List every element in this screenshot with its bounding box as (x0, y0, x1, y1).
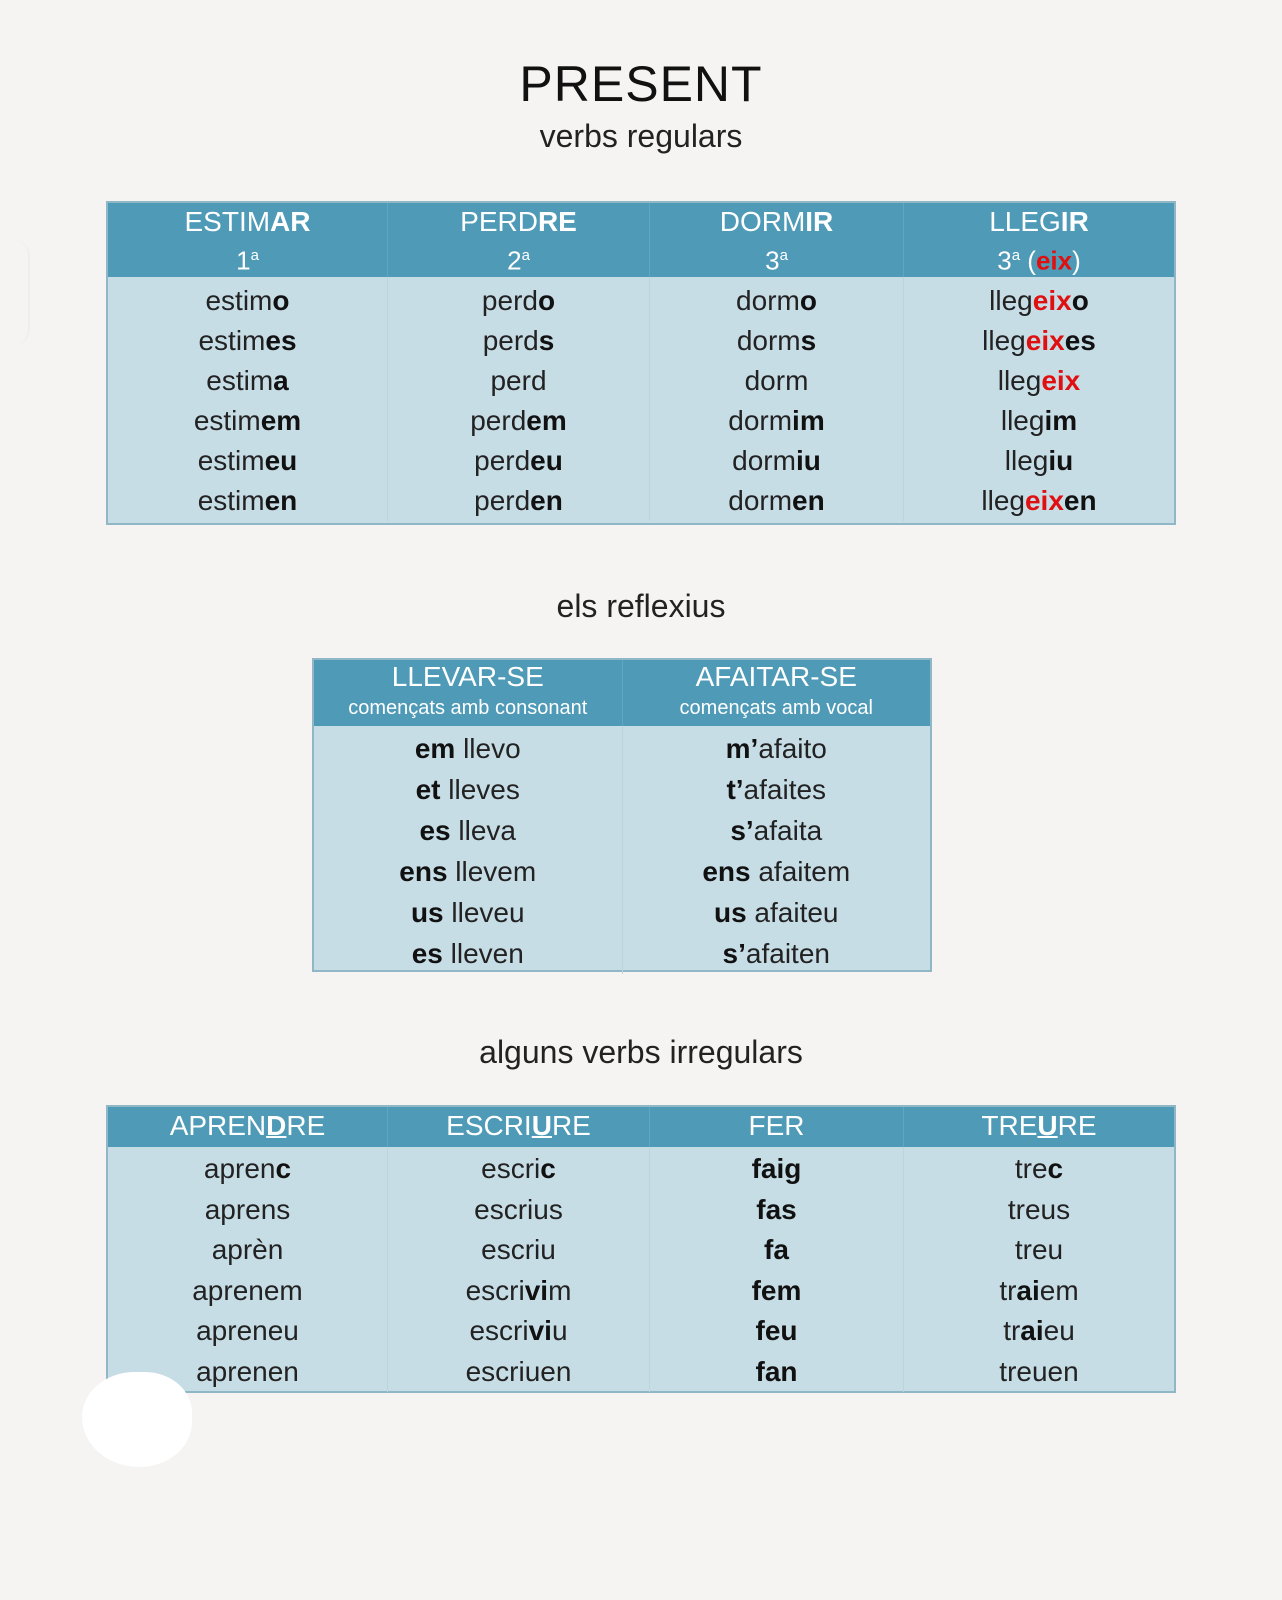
verb-column (388, 1147, 650, 1392)
conjugated-form (108, 1271, 387, 1312)
form-stem: perd (474, 485, 531, 516)
conjugated-form (904, 1230, 1174, 1271)
conjugated-form (623, 851, 931, 892)
form-irregular: vi (528, 1315, 552, 1346)
page-title: PRESENT (519, 56, 763, 112)
form-stem: dorm (744, 365, 809, 396)
conjugation-digit: 2 (507, 245, 522, 276)
form-stem: estim (197, 485, 265, 516)
conjugated-form (108, 321, 387, 361)
form-stem: dorm (728, 485, 793, 516)
infinitive-part: ESCRI (446, 1110, 532, 1141)
form-stem: lleg (997, 365, 1042, 396)
form-stem: estim (193, 405, 261, 436)
form-ending: iu (1048, 445, 1074, 476)
conjugation-number (108, 239, 387, 278)
verb-form: lleva (450, 815, 517, 846)
column-header (388, 203, 650, 277)
form-part: escriuen (465, 1355, 572, 1387)
verb-form: afaito (758, 733, 827, 764)
form-part: escri (465, 1274, 525, 1306)
conjugated-form (314, 728, 622, 769)
conjugated-form (650, 1352, 903, 1393)
verb-column (388, 277, 650, 521)
form-part: m (548, 1274, 572, 1306)
conjugated-form (108, 1311, 387, 1352)
reflexive-pronoun: es (419, 815, 451, 846)
verb-column (650, 1147, 904, 1392)
conjugated-form (650, 441, 903, 481)
verb-form: lleven (442, 938, 524, 969)
conjugated-form (623, 892, 931, 933)
conjugated-form (388, 481, 649, 521)
ordinal-marker: a (779, 247, 788, 264)
form-stem: estim (198, 325, 266, 356)
form-part: u (551, 1315, 568, 1346)
conjugated-form (388, 361, 649, 401)
conjugated-form (108, 1230, 387, 1271)
verb-note: començats amb vocal (679, 697, 873, 719)
column-header (108, 1107, 388, 1147)
verb-form: llevem (447, 856, 537, 887)
conjugated-form (108, 401, 387, 441)
form-stem: estim (205, 285, 273, 316)
form-part: escri (481, 1153, 541, 1184)
form-part: treu (1014, 1234, 1064, 1265)
verb-ending: AR (270, 206, 311, 237)
reflexive-pronoun: es (411, 938, 443, 969)
section-title-irregulars: alguns verbs irregulars (479, 1034, 803, 1070)
conjugated-form (904, 361, 1174, 401)
reflexive-pronoun: m’ (725, 733, 759, 764)
column-header (904, 1107, 1174, 1147)
irregular-verbs-table (106, 1105, 1176, 1393)
table-body (108, 1147, 1174, 1392)
conjugated-form (623, 933, 931, 974)
paren-close: ) (1072, 245, 1081, 276)
form-infix: eix (1025, 325, 1065, 356)
column-header (388, 1107, 650, 1147)
conjugated-form (650, 1311, 903, 1352)
form-stem: perd (474, 445, 531, 476)
irregular-letter: U (531, 1110, 552, 1141)
conjugated-form (650, 361, 903, 401)
verb-form: afaita (753, 815, 823, 846)
verb-infinitive (108, 1107, 387, 1145)
conjugated-form (314, 810, 622, 851)
verb-column (108, 1147, 388, 1392)
conjugated-form (623, 810, 931, 851)
infinitive-part: FER (748, 1110, 805, 1141)
conjugated-form (904, 481, 1174, 521)
form-stem: estim (206, 365, 274, 396)
conjugated-form (108, 1149, 387, 1190)
verb-infinitive (904, 205, 1174, 239)
column-header (314, 660, 623, 726)
conjugated-form (314, 892, 622, 933)
infinitive-part: RE (286, 1110, 326, 1141)
form-ending: en (1063, 485, 1097, 516)
form-stem: estim (197, 445, 265, 476)
form-part: aprèn (211, 1234, 284, 1265)
table-body (108, 277, 1174, 521)
section-title-regulars: verbs regulars (539, 118, 743, 154)
conjugated-form (904, 441, 1174, 481)
verb-stem: PERD (460, 206, 538, 237)
form-ending: em (260, 405, 302, 436)
verb-infinitive (388, 205, 649, 239)
verb-column (904, 1147, 1174, 1392)
form-part: treuen (999, 1355, 1079, 1387)
conjugated-form (388, 281, 649, 321)
verb-infinitive (108, 205, 387, 239)
table-body (314, 726, 930, 974)
form-stem: dorm (736, 285, 800, 316)
verb-form: lleveu (443, 897, 525, 928)
form-infix: eix (1032, 285, 1072, 316)
reflexive-pronoun: t’ (726, 774, 744, 805)
reflexive-pronoun: et (415, 774, 441, 805)
form-irregular: fan (755, 1355, 798, 1387)
ordinal-marker: a (1011, 247, 1021, 264)
form-irregular: feu (755, 1315, 798, 1346)
white-smudge (82, 1372, 192, 1467)
form-part: escri (469, 1315, 529, 1346)
conjugation-digit: 3 (765, 245, 780, 276)
conjugation-digit: 3 (997, 245, 1012, 276)
table-header (108, 1107, 1174, 1147)
conjugated-form (108, 441, 387, 481)
infinitive-part: RE (1057, 1110, 1097, 1141)
regular-verbs-table (106, 201, 1176, 525)
conjugated-form (650, 281, 903, 321)
column-header (108, 203, 388, 277)
conjugated-form (623, 728, 931, 769)
verb-column (904, 277, 1174, 521)
form-irregular: c (540, 1153, 556, 1184)
conjugation-digit: 1 (236, 245, 251, 276)
form-ending: o (1071, 285, 1089, 316)
verb-stem: ESTIM (184, 206, 271, 237)
form-ending: eu (530, 445, 563, 476)
conjugated-form (650, 321, 903, 361)
verb-stem: LLEG (989, 206, 1061, 237)
verb-column (623, 726, 931, 974)
reflexive-pronoun: us (713, 897, 747, 928)
form-stem: lleg (1000, 405, 1045, 436)
form-irregular: ai (1020, 1315, 1044, 1346)
conjugated-form (388, 441, 649, 481)
form-infix: eix (1041, 365, 1081, 396)
verb-column (108, 277, 388, 521)
conjugated-form (650, 1230, 903, 1271)
verb-stem: DORM (719, 206, 806, 237)
conjugated-form (904, 281, 1174, 321)
form-part: escrius (474, 1193, 563, 1225)
form-ending: en (792, 485, 825, 516)
verb-ending: RE (537, 206, 577, 237)
form-ending: o (537, 285, 556, 316)
form-infix: eix (1024, 485, 1064, 516)
conjugated-form (904, 1149, 1174, 1190)
form-ending: im (792, 405, 825, 436)
form-irregular: fa (764, 1234, 789, 1265)
form-part: apreneu (196, 1315, 299, 1346)
conjugation-number (388, 239, 649, 278)
form-ending: iu (795, 445, 821, 476)
irregular-letter: U (1037, 1110, 1058, 1141)
reflexive-pronoun: us (410, 897, 444, 928)
table-header (314, 660, 930, 726)
form-part: em (1039, 1274, 1079, 1306)
conjugated-form (108, 481, 387, 521)
verb-ending: IR (1060, 206, 1089, 237)
column-header (623, 660, 931, 726)
verb-infinitive: AFAITAR-SE (695, 661, 857, 692)
form-irregular: ai (1016, 1274, 1040, 1306)
margin-mark (14, 240, 30, 345)
section-title-reflexius: els reflexius (556, 588, 726, 624)
infinitive-part: RE (551, 1110, 591, 1141)
form-part: tr (999, 1274, 1017, 1306)
infinitive-part: APREN (169, 1110, 267, 1141)
infinitive-part: TRE (981, 1110, 1038, 1141)
form-irregular: faig (751, 1153, 802, 1184)
form-ending: em (526, 405, 567, 436)
ordinal-marker: a (521, 247, 530, 264)
form-ending: es (265, 325, 297, 356)
form-part: treus (1007, 1193, 1071, 1225)
form-irregular: c (275, 1153, 292, 1184)
form-stem: dorm (736, 325, 801, 356)
form-part: aprens (204, 1193, 291, 1225)
conjugated-form (388, 1311, 649, 1352)
conjugated-form (904, 1352, 1174, 1393)
verb-form: lleves (440, 774, 520, 805)
ordinal-marker: a (250, 247, 259, 264)
reflexive-pronoun: s’ (730, 815, 754, 846)
form-part: aprenem (192, 1274, 303, 1306)
form-part: eu (1043, 1315, 1075, 1346)
verb-infinitive (650, 1107, 903, 1145)
form-part: escriu (481, 1234, 556, 1265)
conjugated-form (650, 1149, 903, 1190)
conjugated-form (388, 401, 649, 441)
conjugated-form (650, 1271, 903, 1312)
conjugated-form (314, 769, 622, 810)
form-stem: lleg (982, 325, 1026, 356)
conjugated-form (650, 1190, 903, 1231)
form-ending: s (800, 325, 817, 356)
irregular-letter: D (266, 1110, 287, 1141)
conjugated-form (623, 769, 931, 810)
column-header (650, 203, 904, 277)
form-part: apren (203, 1153, 276, 1184)
form-ending: en (264, 485, 298, 516)
conjugated-form (650, 481, 903, 521)
form-stem: lleg (989, 285, 1033, 316)
verb-ending: IR (805, 206, 834, 237)
verb-form: llevo (455, 733, 521, 764)
column-header (650, 1107, 904, 1147)
form-irregular: vi (524, 1274, 549, 1306)
form-stem: lleg (1004, 445, 1049, 476)
verb-infinitive (650, 205, 903, 239)
conjugated-form (388, 321, 649, 361)
conjugated-form (904, 1271, 1174, 1312)
form-stem: perd (470, 405, 527, 436)
conjugated-form (388, 1352, 649, 1393)
table-header (108, 203, 1174, 277)
conjugated-form (904, 1190, 1174, 1231)
conjugated-form (388, 1149, 649, 1190)
reflexive-verbs-table (312, 658, 932, 972)
form-irregular: c (1047, 1153, 1064, 1184)
verb-column (314, 726, 623, 974)
conjugated-form (108, 361, 387, 401)
verb-column (650, 277, 904, 521)
form-irregular: fas (756, 1193, 797, 1225)
form-ending: o (799, 285, 817, 316)
conjugation-number (904, 239, 1174, 278)
reflexive-pronoun: s’ (722, 938, 746, 969)
form-irregular: fem (751, 1274, 802, 1306)
verb-form: afaiten (745, 938, 830, 969)
form-part: aprenen (196, 1355, 299, 1387)
form-ending: en (530, 485, 563, 516)
form-ending: es (1064, 325, 1096, 356)
conjugated-form (904, 1311, 1174, 1352)
form-ending: a (273, 365, 289, 396)
conjugated-form (388, 1271, 649, 1312)
form-stem: dorm (728, 405, 793, 436)
form-ending: s (538, 325, 555, 356)
conjugation-number (650, 239, 903, 278)
verb-form: afaites (743, 774, 827, 805)
conjugated-form (904, 321, 1174, 361)
form-stem: perd (481, 285, 538, 316)
reflexive-pronoun: em (414, 733, 456, 764)
form-stem: perd (482, 325, 539, 356)
column-header (904, 203, 1174, 277)
form-part: tre (1014, 1153, 1048, 1184)
form-stem: perd (490, 365, 547, 396)
paren-open: ( (1020, 245, 1036, 276)
eix-marker: eix (1035, 245, 1073, 276)
verb-infinitive: LLEVAR-SE (391, 661, 544, 692)
form-ending: im (1044, 405, 1078, 436)
reflexive-pronoun: ens (399, 856, 448, 887)
verb-form: afaiteu (746, 897, 839, 928)
conjugated-form (388, 1190, 649, 1231)
verb-infinitive (904, 1107, 1174, 1145)
verb-form: afaitem (750, 856, 851, 887)
reflexive-pronoun: ens (702, 856, 751, 887)
form-ending: o (272, 285, 290, 316)
form-part: tr (1003, 1315, 1021, 1346)
conjugated-form (388, 1230, 649, 1271)
form-ending: eu (264, 445, 298, 476)
conjugated-form (650, 401, 903, 441)
conjugated-form (108, 281, 387, 321)
conjugated-form (314, 933, 622, 974)
conjugated-form (904, 401, 1174, 441)
form-stem: dorm (732, 445, 796, 476)
conjugated-form (314, 851, 622, 892)
form-stem: lleg (981, 485, 1025, 516)
verb-infinitive (388, 1107, 649, 1145)
conjugated-form (108, 1190, 387, 1231)
verb-note: començats amb consonant (348, 697, 588, 719)
